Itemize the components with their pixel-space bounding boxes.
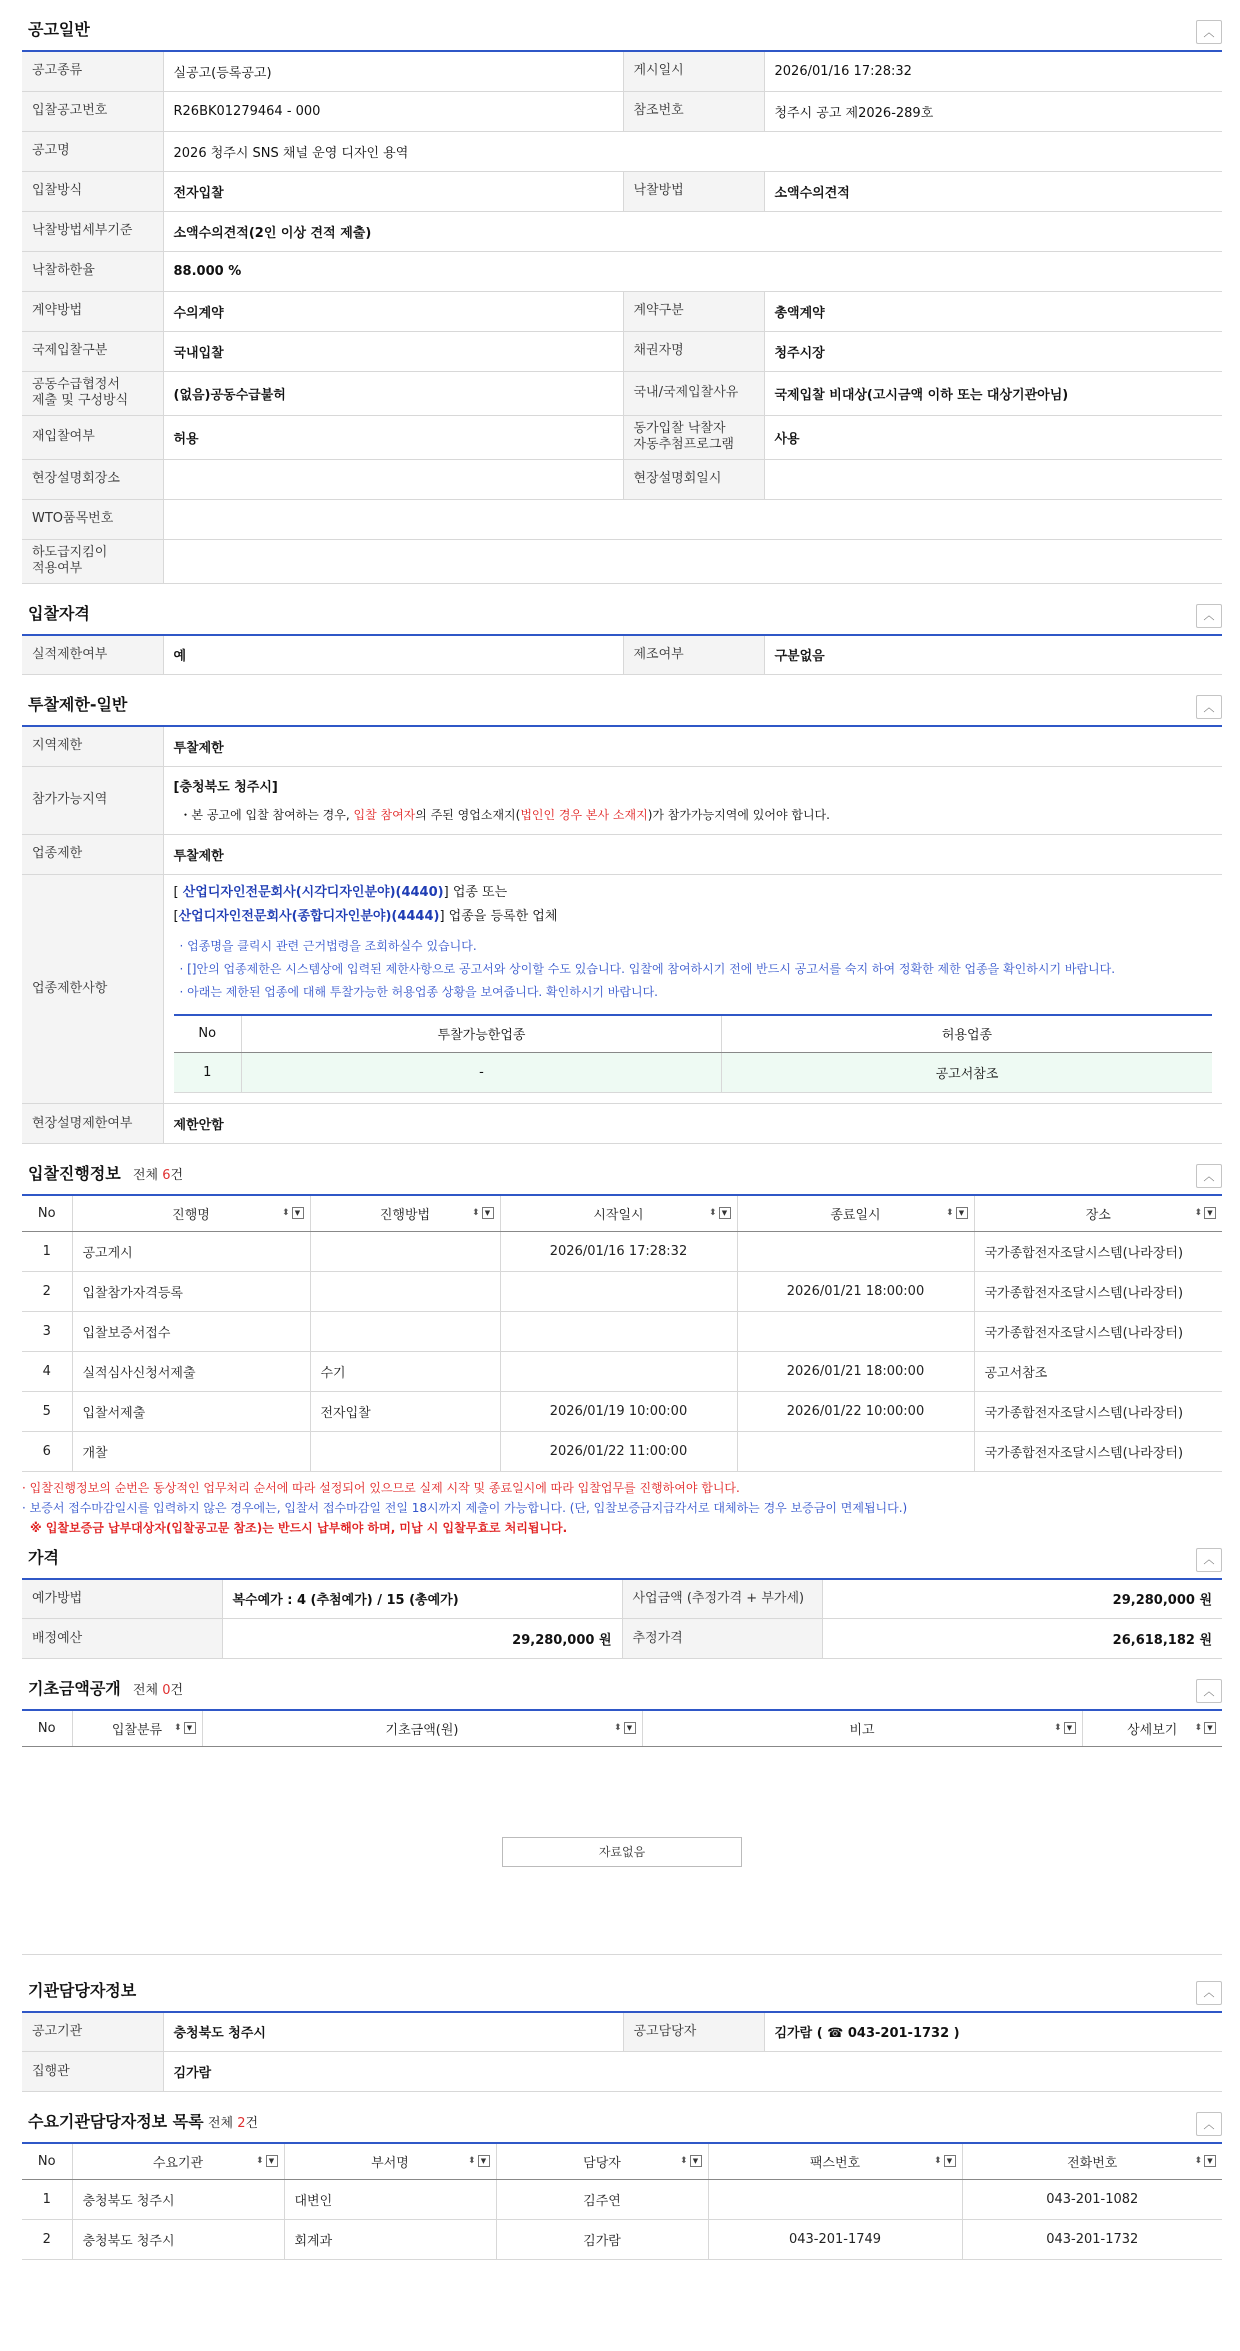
column-header[interactable]: 입찰분류 ⬍ ▼ — [72, 1710, 202, 1746]
table-row — [22, 1391, 1222, 1431]
label: 실적제한여부 — [22, 635, 163, 675]
section-title: 기관담당자정보 — [28, 1980, 137, 2000]
column-header[interactable]: 진행방법 ⬍ ▼ — [310, 1195, 500, 1231]
table-cell: 043-201-1082 — [962, 2179, 1222, 2219]
region-limit: 투찰제한 — [163, 726, 1222, 766]
table-cell: 2026/01/16 17:28:32 — [500, 1231, 737, 1271]
filter-dropdown-icon[interactable]: ▼ — [719, 1207, 731, 1219]
creditor: 청주시장 — [764, 331, 1222, 371]
demand-section-header — [22, 2092, 1222, 2142]
table-row — [22, 1271, 1222, 1311]
label: 채권자명 — [623, 331, 764, 371]
label: 낙찰방법세부기준 — [22, 211, 163, 251]
label: 업종제한 — [22, 834, 163, 874]
agency-table — [22, 2011, 1222, 2093]
table-cell: 수기 — [310, 1351, 500, 1391]
label: 계약방법 — [22, 291, 163, 331]
section-title: 수요기관담당자정보 목록 — [28, 2112, 204, 2131]
label: 지역제한 — [22, 726, 163, 766]
table-cell — [737, 1231, 974, 1271]
table-row — [22, 1431, 1222, 1471]
estimated-price: 26,618,182 원 — [822, 1619, 1222, 1659]
label: 현장설명제한여부 — [22, 1104, 163, 1144]
label: 낙찰방법 — [623, 171, 764, 211]
chevron-up-icon: ︿ — [1203, 1553, 1215, 1566]
progress-warning: ※ 입찰보증금 납부대상자(입찰공고문 참조)는 반드시 납부해야 하며, 미납 시 입찰무효로 처리됩니다. — [30, 1520, 568, 1535]
sort-arrows-icon[interactable]: ⬍ — [471, 1207, 480, 1218]
label: 공고기관 — [22, 2012, 163, 2052]
collapse-button[interactable] — [1196, 695, 1222, 719]
table-cell: 043-201-1732 — [962, 2219, 1222, 2259]
label: 공고명 — [22, 131, 163, 171]
table-cell: 2 — [22, 1271, 72, 1311]
label: 참조번호 — [623, 91, 764, 131]
table-row — [22, 1351, 1222, 1391]
label: 공고담당자 — [623, 2012, 764, 2052]
chevron-up-icon: ︿ — [1203, 2117, 1215, 2131]
qualification-section-header — [22, 584, 1222, 634]
progress-section-header — [22, 1144, 1222, 1194]
table-cell: 공고게시 — [72, 1231, 310, 1271]
table-cell — [500, 1351, 737, 1391]
table-cell: 2026/01/22 11:00:00 — [500, 1431, 737, 1471]
filter-dropdown-icon[interactable]: ▼ — [956, 1207, 968, 1219]
table-cell: 국가종합전자조달시스템(나라장터) — [974, 1431, 1222, 1471]
column-header[interactable]: 담당자 ⬍ ▼ — [496, 2143, 708, 2179]
table-cell — [737, 1311, 974, 1351]
filter-dropdown-icon[interactable]: ▼ — [1204, 2155, 1216, 2167]
allowed-industry-table — [174, 1014, 1213, 1094]
general-table — [22, 50, 1222, 584]
section-title: 입찰진행정보 — [28, 1164, 121, 1183]
column-header[interactable]: 장소 ⬍ ▼ — [974, 1195, 1222, 1231]
chevron-up-icon: ︿ — [1203, 1169, 1215, 1183]
label: 입찰방식 — [22, 171, 163, 211]
table-cell: 실적심사신청서제출 — [72, 1351, 310, 1391]
industry-link-4444[interactable]: 산업디자인전문회사(종합디자인분야)(4444) — [178, 908, 440, 924]
sort-arrows-icon[interactable]: ⬍ — [255, 2155, 264, 2166]
industry-link-4440[interactable]: 산업디자인전문회사(시각디자인분야)(4440) — [182, 884, 444, 900]
rebid: 허용 — [163, 415, 623, 459]
label: 국내/국제입찰사유 — [623, 371, 764, 415]
lower-rate: 88.000 % — [163, 251, 1222, 291]
chevron-up-icon: ︿ — [1203, 1986, 1215, 1999]
notice-agency: 충청북도 청주시 — [163, 2012, 623, 2052]
table-cell: 입찰참가자격등록 — [72, 1271, 310, 1311]
filter-dropdown-icon[interactable]: ▼ — [482, 1207, 494, 1219]
column-header[interactable]: 부서명 ⬍ ▼ — [284, 2143, 496, 2179]
label: 입찰공고번호 — [22, 91, 163, 131]
column-header[interactable]: 비고 ⬍ ▼ — [642, 1710, 1082, 1746]
allowed-area: [충청북도 청주시] ・본 공고에 입찰 참여하는 경우, 입찰 참여자의 주된 영업소재지(법인인 경우 본사 소재지)가 참가가능지역에 있어야 합니다. — [163, 766, 1222, 834]
collapse-button[interactable] — [1196, 1548, 1222, 1572]
general-section-header — [22, 0, 1222, 50]
table-cell: 김가람 — [496, 2219, 708, 2259]
intl-reason: 국제입찰 비대상(고시금액 이하 또는 대상기관아님) — [764, 371, 1222, 415]
price-table — [22, 1578, 1222, 1660]
filter-dropdown-icon[interactable]: ▼ — [1204, 1722, 1216, 1734]
performance-limit: 예 — [163, 635, 623, 675]
table-cell — [310, 1231, 500, 1271]
industry-note: · []안의 업종제한은 시스템상에 입력된 제한사항으로 공고서와 상이할 수도 있습니다. 입찰에 참여하시기 전에 반드시 공고서를 숙지 하여 정확한 제한 업종을 확인하시기 바랍니다. — [179, 961, 1116, 976]
table-cell: 회계과 — [284, 2219, 496, 2259]
demand-table — [22, 2142, 1222, 2260]
column-header[interactable]: 수요기관 ⬍ ▼ — [72, 2143, 284, 2179]
sort-arrows-icon[interactable]: ⬍ — [933, 2155, 942, 2166]
table-cell: 2026/01/19 10:00:00 — [500, 1391, 737, 1431]
sort-arrows-icon[interactable]: ⬍ — [173, 1722, 182, 1733]
column-header: 투찰가능한업종 — [242, 1015, 722, 1053]
label: 국제입찰구분 — [22, 331, 163, 371]
table-cell: 2026/01/21 18:00:00 — [737, 1271, 974, 1311]
collapse-button[interactable] — [1196, 2112, 1222, 2136]
label: 낙찰하한율 — [22, 251, 163, 291]
estimate-method: 복수예가 : 4 (추첨예가) / 15 (총예가) — [222, 1579, 622, 1619]
notice-name: 2026 청주시 SNS 채널 운영 디자인 용역 — [163, 131, 1222, 171]
progress-table — [22, 1194, 1222, 1472]
total-count: 전체 0건 — [133, 1683, 184, 1698]
sort-arrows-icon[interactable]: ⬍ — [613, 1722, 622, 1733]
collapse-button[interactable] — [1196, 20, 1222, 44]
table-cell: 2026/01/21 18:00:00 — [737, 1351, 974, 1391]
label: 현장설명회장소 — [22, 459, 163, 499]
column-header: No — [22, 1195, 72, 1231]
label: 업종제한사항 — [22, 874, 163, 1104]
column-header: No — [22, 2143, 72, 2179]
assigned-budget: 29,280,000 원 — [222, 1619, 622, 1659]
table-cell: 국가종합전자조달시스템(나라장터) — [974, 1311, 1222, 1351]
sort-arrows-icon[interactable]: ⬍ — [945, 1207, 954, 1218]
table-cell: 1 — [22, 1231, 72, 1271]
table-cell: 충청북도 청주시 — [72, 2219, 284, 2259]
sort-arrows-icon[interactable]: ⬍ — [1194, 2155, 1202, 2166]
wto-no — [163, 499, 1222, 539]
price-section-header — [22, 1538, 1222, 1578]
table-row — [22, 1311, 1222, 1351]
table-cell: 1 — [22, 2179, 72, 2219]
restriction-section-header — [22, 675, 1222, 725]
table-cell: 2 — [22, 2219, 72, 2259]
column-header[interactable]: 팩스번호 ⬍ ▼ — [708, 2143, 962, 2179]
sort-arrows-icon[interactable]: ⬍ — [281, 1207, 290, 1218]
filter-dropdown-icon[interactable]: ▼ — [1064, 1722, 1076, 1734]
filter-dropdown-icon[interactable]: ▼ — [1204, 1207, 1216, 1219]
column-header: No — [174, 1015, 242, 1053]
post-date: 2026/01/16 17:28:32 — [764, 51, 1222, 91]
filter-dropdown-icon[interactable]: ▼ — [478, 2155, 490, 2167]
business-amount: 29,280,000 원 — [822, 1579, 1222, 1619]
no-data-message: 자료없음 — [502, 1837, 742, 1867]
filter-dropdown-icon[interactable]: ▼ — [266, 2155, 278, 2167]
column-header: 허용업종 — [722, 1015, 1213, 1053]
sort-arrows-icon[interactable]: ⬍ — [1194, 1207, 1202, 1218]
bid-method: 전자입찰 — [163, 171, 623, 211]
table-cell: 김주연 — [496, 2179, 708, 2219]
column-header[interactable]: 전화번호 ⬍ ▼ — [962, 2143, 1222, 2179]
label: WTO품목번호 — [22, 499, 163, 539]
column-header[interactable]: 기초금액(원) ⬍ ▼ — [202, 1710, 642, 1746]
chevron-up-icon: ︿ — [1203, 25, 1215, 39]
table-row — [22, 2179, 1222, 2219]
table-cell: 국가종합전자조달시스템(나라장터) — [974, 1231, 1222, 1271]
industry-limit: 투찰제한 — [163, 834, 1222, 874]
table-cell — [310, 1311, 500, 1351]
sort-arrows-icon[interactable]: ⬍ — [1053, 1722, 1062, 1733]
label: 사업금액 (추정가격 + 부가세) — [622, 1579, 822, 1619]
label: 공동수급협정서 제출 및 구성방식 — [22, 371, 163, 415]
table-cell: 전자입찰 — [310, 1391, 500, 1431]
label: 제조여부 — [623, 635, 764, 675]
section-title: 기초금액공개 — [28, 1679, 121, 1698]
table-cell: 개찰 — [72, 1431, 310, 1471]
column-header[interactable]: 종료일시 ⬍ ▼ — [737, 1195, 974, 1231]
collapse-button[interactable] — [1196, 604, 1222, 628]
site-date — [764, 459, 1222, 499]
filter-dropdown-icon[interactable]: ▼ — [292, 1207, 304, 1219]
table-cell: 대변인 — [284, 2179, 496, 2219]
label: 계약구분 — [623, 291, 764, 331]
column-header[interactable]: 시작일시 ⬍ ▼ — [500, 1195, 737, 1231]
base-amount-section-header — [22, 1659, 1222, 1709]
table-cell: 국가종합전자조달시스템(나라장터) — [974, 1391, 1222, 1431]
table-cell — [500, 1271, 737, 1311]
table-row: 1 - 공고서참조 — [174, 1053, 1213, 1093]
label: 하도급지킴이 적용여부 — [22, 539, 163, 583]
table-cell: 공고서참조 — [974, 1351, 1222, 1391]
ref-no: 청주시 공고 제2026-289호 — [764, 91, 1222, 131]
total-count: 전체 6건 — [133, 1168, 184, 1183]
site-restrict: 제한안함 — [163, 1104, 1222, 1144]
label: 현장설명회일시 — [623, 459, 764, 499]
section-title: 가격 — [28, 1547, 59, 1567]
intl-type: 국내입찰 — [163, 331, 623, 371]
label: 참가가능지역 — [22, 766, 163, 834]
chevron-up-icon: ︿ — [1203, 609, 1215, 622]
table-cell: 입찰서제출 — [72, 1391, 310, 1431]
label: 공고종류 — [22, 51, 163, 91]
table-cell: 4 — [22, 1351, 72, 1391]
qualification-table — [22, 634, 1222, 676]
table-cell — [708, 2179, 962, 2219]
joint-supply: (없음)공동수급불허 — [163, 371, 623, 415]
table-cell — [310, 1431, 500, 1471]
award-detail: 소액수의견적(2인 이상 견적 제출) — [163, 211, 1222, 251]
base-amount-table — [22, 1709, 1222, 1747]
manufacture: 구분없음 — [764, 635, 1222, 675]
industry-note: · 업종명을 클릭시 관련 근거법령을 조회하실수 있습니다. — [179, 938, 477, 953]
filter-dropdown-icon[interactable]: ▼ — [690, 2155, 702, 2167]
label: 재입찰여부 — [22, 415, 163, 459]
sort-arrows-icon[interactable]: ⬍ — [467, 2155, 476, 2166]
table-cell — [737, 1431, 974, 1471]
column-header[interactable]: 진행명 ⬍ ▼ — [72, 1195, 310, 1231]
table-cell: 5 — [22, 1391, 72, 1431]
contract-type: 총액계약 — [764, 291, 1222, 331]
chevron-up-icon: ︿ — [1203, 700, 1215, 714]
label: 집행관 — [22, 2052, 163, 2092]
table-cell: 2026/01/22 10:00:00 — [737, 1391, 974, 1431]
executor: 김가람 — [163, 2052, 1222, 2092]
collapse-button[interactable] — [1196, 1164, 1222, 1188]
restriction-table — [22, 725, 1222, 1144]
table-cell: 043-201-1749 — [708, 2219, 962, 2259]
section-title: 공고일반 — [28, 20, 90, 39]
progress-note: · 입찰진행정보의 순번은 동상적인 업무처리 순서에 따라 설정되어 있으므로 실제 시작 및 종료일시에 따라 입찰업무를 진행하여야 합니다. — [22, 1480, 740, 1495]
section-title: 입찰자격 — [28, 603, 90, 623]
table-cell — [500, 1311, 737, 1351]
industry-detail: [ 산업디자인전문회사(시각디자인분야)(4440)] 업종 또는 [산업디자인전문회사(종합디자인분야)(4444)] 업종을 등록한 업체 · 업종명을 클릭시 관련 근거법령을 조회하실수 있습니다. · []안의 업종제한은 시스템상에 입력된 제한사항으로 공고서와 상이할 수도 있습니다. 입찰에 참여하시기 전에 반드시 공고서를 숙지 하여 정확한 제한 업종을 확인하시기 바랍니다. · 아래는 제한된 업종에 대해 투찰가능한 허용업종 상황을 보여줍니다. 확인하시기 바랍니다. No 투찰가능한업종 허용업종 1 - 공고서참조 — [163, 874, 1222, 1104]
table-cell: 국가종합전자조달시스템(나라장터) — [974, 1271, 1222, 1311]
table-cell: 입찰보증서접수 — [72, 1311, 310, 1351]
label: 동가입찰 낙찰자 자동추첨프로그램 — [623, 415, 764, 459]
empty-area — [22, 1747, 1222, 1955]
sort-arrows-icon[interactable]: ⬍ — [708, 1207, 717, 1218]
table-cell: 3 — [22, 1311, 72, 1351]
filter-dropdown-icon[interactable]: ▼ — [624, 1722, 636, 1734]
table-row — [22, 2219, 1222, 2259]
sort-arrows-icon[interactable]: ⬍ — [1194, 1722, 1202, 1733]
progress-note: · 보증서 접수마감일시를 입력하지 않은 경우에는, 입찰서 접수마감일 전일 18시까지 제출이 가능합니다. (단, 입찰보증금지급각서로 대체하는 경우 보증금이 면제됩니다.) — [22, 1500, 908, 1515]
label: 추정가격 — [622, 1619, 822, 1659]
label: 예가방법 — [22, 1579, 222, 1619]
section-title: 투찰제한-일반 — [28, 695, 128, 714]
contract-method: 수의계약 — [163, 291, 623, 331]
notice-type: 실공고(등록공고) — [163, 51, 623, 91]
notice-person: 김가람 ( ☎ 043-201-1732 ) — [764, 2012, 1222, 2052]
collapse-button[interactable] — [1196, 1679, 1222, 1703]
subcontract-guard — [163, 539, 1222, 583]
industry-note: · 아래는 제한된 업종에 대해 투찰가능한 허용업종 상황을 보여줍니다. 확인하시기 바랍니다. — [179, 984, 658, 999]
table-cell — [310, 1271, 500, 1311]
same-price-program: 사용 — [764, 415, 1222, 459]
column-header: No — [22, 1710, 72, 1746]
collapse-button[interactable] — [1196, 1981, 1222, 2005]
site-place — [163, 459, 623, 499]
column-header[interactable]: 상세보기 ⬍ ▼ — [1082, 1710, 1222, 1746]
label: 배정예산 — [22, 1619, 222, 1659]
table-row — [22, 1231, 1222, 1271]
filter-dropdown-icon[interactable]: ▼ — [184, 1722, 196, 1734]
filter-dropdown-icon[interactable]: ▼ — [944, 2155, 956, 2167]
table-cell: 충청북도 청주시 — [72, 2179, 284, 2219]
label: 게시일시 — [623, 51, 764, 91]
bid-no: R26BK01279464 - 000 — [163, 91, 623, 131]
table-cell: 6 — [22, 1431, 72, 1471]
sort-arrows-icon[interactable]: ⬍ — [679, 2155, 688, 2166]
total-count: 전체 2건 — [208, 2116, 259, 2131]
chevron-up-icon: ︿ — [1203, 1684, 1215, 1698]
agency-section-header — [22, 1955, 1222, 2011]
award-method: 소액수의견적 — [764, 171, 1222, 211]
